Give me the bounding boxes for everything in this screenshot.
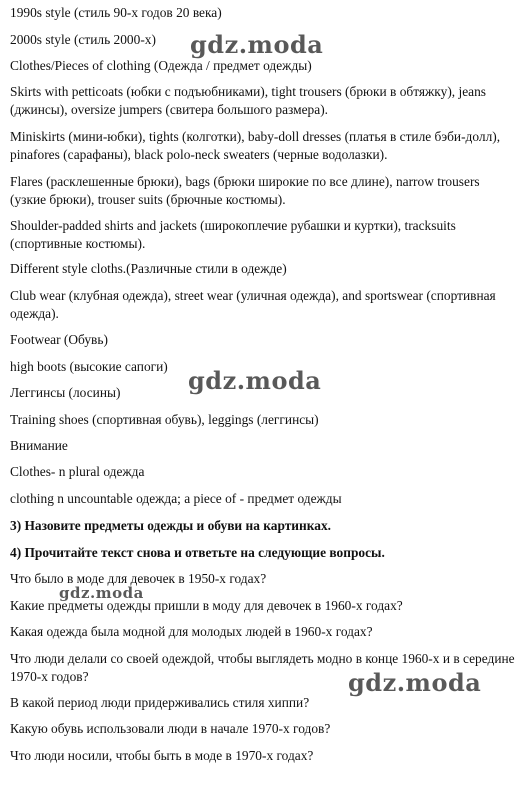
question-1960s-young-people: Какая одежда была модной для молодых людей в 1960-х годах? [10, 624, 373, 639]
text-line-high-boots: high boots (высокие сапоги) [10, 359, 168, 374]
text-line-clothes-heading: Clothes/Pieces of clothing (Одежда / предмет одежды) [10, 58, 312, 73]
text-line-training-shoes: Training shoes (спортивная обувь), leggings (леггинсы) [10, 412, 319, 427]
task-3-heading: 3) Назовите предметы одежды и обуви на картинках. [10, 518, 331, 533]
question-1960s-girls: Какие предметы одежды пришли в моду для девочек в 1960-х годах? [10, 598, 403, 613]
text-paragraph-club-wear: Club wear (клубная одежда), street wear (уличная одежда), and sportswear (спортивная одежда). [10, 288, 496, 321]
text-paragraph-skirts: Skirts with petticoats (юбки с подъюбниками), tight trousers (брюки в обтяжку), jeans (джинсы), oversize jumpers (свитера большого размера). [10, 84, 486, 117]
text-paragraph-shoulder-padded: Shoulder-padded shirts and jackets (широкоплечие рубашки и куртки), tracksuits (спортивные костюмы). [10, 218, 456, 251]
text-line-footwear: Footwear (Обувь) [10, 332, 108, 347]
text-line-clothing-uncountable: clothing n uncountable одежда; a piece of - предмет одежды [10, 491, 342, 506]
text-line-2000s-style: 2000s style (стиль 2000-х) [10, 32, 156, 47]
question-1970s-fashion: Что люди носили, чтобы быть в моде в 1970-х годах? [10, 748, 314, 763]
text-line-1990s-style: 1990s style (стиль 90-х годов 20 века) [10, 5, 222, 20]
task-4-heading: 4) Прочитайте текст снова и ответьте на следующие вопросы. [10, 545, 385, 560]
text-line-leggings-ru: Леггинсы (лосины) [10, 385, 121, 400]
question-1950s-girls: Что было в моде для девочек в 1950-х годах? [10, 571, 267, 586]
question-hippie-period: В какой период люди придерживались стиля хиппи? [10, 695, 310, 710]
text-line-different-styles: Different style cloths.(Различные стили в одежде) [10, 261, 287, 276]
question-early-1970s-footwear: Какую обувь использовали люди в начале 1970-х годов? [10, 721, 331, 736]
text-line-clothes-plural: Clothes- n plural одежда [10, 464, 145, 479]
watermark-middle: gdz.moda [188, 366, 322, 395]
question-late-1960s: Что люди делали со своей одеждой, чтобы выглядеть модно в конце 1960-х и в середине 1970-х годов? [10, 651, 515, 684]
text-paragraph-flares: Flares (расклешенные брюки), bags (брюки широкие по все длине), narrow trousers (узкие брюки), trouser suits (брючные костюмы). [10, 174, 480, 207]
text-paragraph-miniskirts: Miniskirts (мини-юбки), tights (колготки), baby-doll dresses (платья в стиле бэби-долл), pinafores (сарафаны), black polo-neck sweaters (черные водолазки). [10, 129, 501, 162]
watermark-small: gdz.moda [59, 584, 144, 602]
watermark-bottom: gdz.moda [348, 668, 482, 697]
text-line-attention: Внимание [10, 438, 68, 453]
watermark-top: gdz.moda [190, 30, 324, 59]
